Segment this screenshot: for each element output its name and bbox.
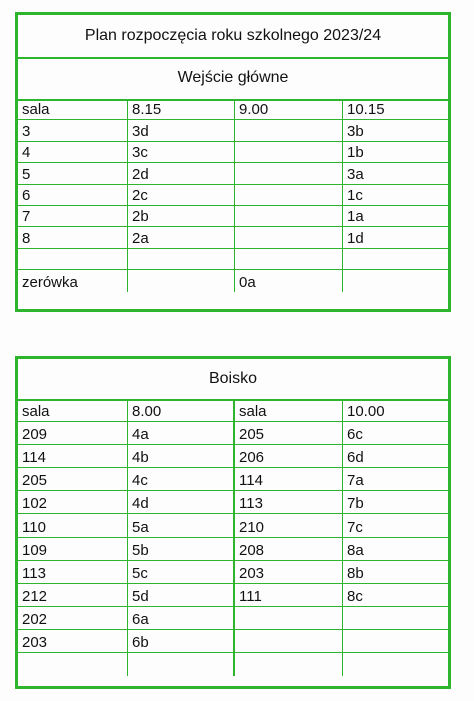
table-cell: 6a — [128, 607, 235, 630]
table-cell — [235, 607, 343, 630]
table-cell: 7c — [343, 514, 448, 537]
table-cell: 111 — [235, 584, 343, 607]
table-cell — [235, 249, 343, 270]
table-cell: 212 — [18, 584, 128, 607]
table-cell: zerówka — [18, 270, 128, 291]
table-cell: 4 — [18, 142, 128, 163]
table-cell — [235, 630, 343, 653]
table-cell: 210 — [235, 514, 343, 537]
table-cell — [18, 249, 128, 270]
table-cell — [343, 270, 448, 291]
table-cell — [235, 653, 343, 676]
table-cell: 1d — [343, 227, 448, 248]
table-cell: 2c — [128, 185, 235, 206]
table-cell: 8b — [343, 561, 448, 584]
table-cell — [343, 630, 448, 653]
table-cell — [235, 142, 343, 163]
table-cell — [235, 120, 343, 141]
table-cell: 203 — [235, 561, 343, 584]
table-cell: 3a — [343, 163, 448, 184]
plan-title: Plan rozpoczęcia roku szkolnego 2023/24 — [18, 15, 448, 59]
table-cell: 3c — [128, 142, 235, 163]
table-cell — [18, 653, 128, 676]
entrance-grid — [18, 99, 448, 309]
header-cell: sala — [18, 399, 128, 422]
table-cell — [235, 227, 343, 248]
table-cell — [235, 185, 343, 206]
table-cell: 110 — [18, 514, 128, 537]
entrance-section-title: Wejście główne — [18, 57, 448, 101]
table-cell: 113 — [18, 561, 128, 584]
header-cell: 9.00 — [235, 99, 343, 120]
table-cell: 8 — [18, 227, 128, 248]
table-cell: 205 — [235, 422, 343, 445]
table-cell: 2a — [128, 227, 235, 248]
table-cell: 7b — [343, 491, 448, 514]
table-cell — [235, 206, 343, 227]
field-schedule-table — [15, 356, 451, 689]
header-cell: sala — [235, 399, 343, 422]
table-cell: 3 — [18, 120, 128, 141]
header-cell: sala — [18, 99, 128, 120]
table-cell — [343, 653, 448, 676]
table-cell: 5a — [128, 514, 235, 537]
table-cell — [343, 249, 448, 270]
table-cell — [128, 270, 235, 291]
table-cell: 5d — [128, 584, 235, 607]
table-cell: 6d — [343, 445, 448, 468]
table-cell: 206 — [235, 445, 343, 468]
table-cell: 113 — [235, 491, 343, 514]
table-cell: 203 — [18, 630, 128, 653]
header-cell: 10.00 — [343, 399, 448, 422]
header-cell: 10.15 — [343, 99, 448, 120]
header-cell: 8.15 — [128, 99, 235, 120]
table-cell: 1c — [343, 185, 448, 206]
table-cell: 8a — [343, 538, 448, 561]
table-cell: 205 — [18, 468, 128, 491]
table-cell — [235, 163, 343, 184]
table-cell: 1a — [343, 206, 448, 227]
table-cell: 7 — [18, 206, 128, 227]
table-cell: 102 — [18, 491, 128, 514]
table-cell: 3b — [343, 120, 448, 141]
table-cell: 5c — [128, 561, 235, 584]
table-cell — [128, 249, 235, 270]
field-grid — [18, 399, 448, 686]
table-cell: 114 — [235, 468, 343, 491]
table-cell: 2d — [128, 163, 235, 184]
entrance-schedule-table — [15, 12, 451, 312]
table-cell: 4c — [128, 468, 235, 491]
table-cell — [343, 607, 448, 630]
table-cell: 1b — [343, 142, 448, 163]
table-cell: 209 — [18, 422, 128, 445]
table-cell: 7a — [343, 468, 448, 491]
table-cell: 114 — [18, 445, 128, 468]
header-cell: 8.00 — [128, 399, 235, 422]
field-section-title: Boisko — [18, 359, 448, 401]
table-cell: 4d — [128, 491, 235, 514]
table-cell: 208 — [235, 538, 343, 561]
table-cell: 0a — [235, 270, 343, 291]
table-cell: 5b — [128, 538, 235, 561]
table-cell: 2b — [128, 206, 235, 227]
table-cell: 6c — [343, 422, 448, 445]
table-cell: 202 — [18, 607, 128, 630]
table-cell: 8c — [343, 584, 448, 607]
table-cell: 6b — [128, 630, 235, 653]
table-cell: 6 — [18, 185, 128, 206]
table-cell: 109 — [18, 538, 128, 561]
table-cell: 4a — [128, 422, 235, 445]
table-cell: 3d — [128, 120, 235, 141]
table-cell: 4b — [128, 445, 235, 468]
table-cell: 5 — [18, 163, 128, 184]
table-cell — [128, 653, 235, 676]
